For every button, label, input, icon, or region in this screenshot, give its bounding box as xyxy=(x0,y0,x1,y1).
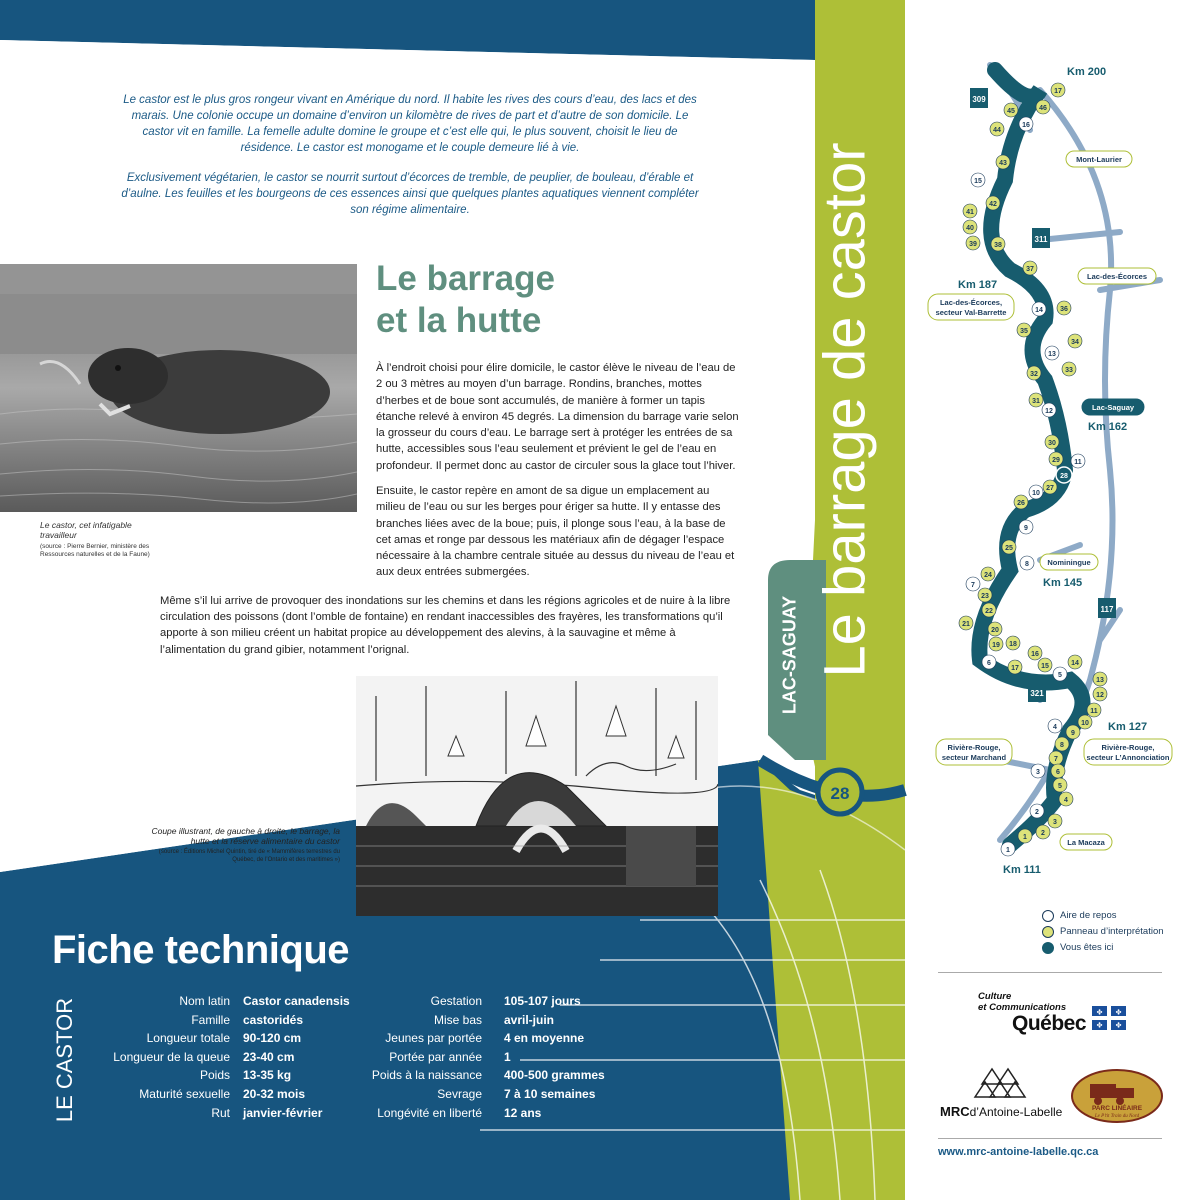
svg-text:26: 26 xyxy=(1017,500,1025,507)
route-shield: 117 xyxy=(1100,605,1114,614)
svg-text:14: 14 xyxy=(1035,307,1043,314)
svg-text:24: 24 xyxy=(984,572,992,579)
spec-value: 12 ans xyxy=(504,1105,542,1120)
spec-value: 4 en moyenne xyxy=(504,1031,585,1046)
route-shield: 309 xyxy=(972,95,986,104)
svg-text:27: 27 xyxy=(1046,485,1054,492)
culture-quebec-logo xyxy=(978,992,1148,1042)
logo-text: et Communications xyxy=(978,1001,1067,1013)
divider xyxy=(938,1138,1162,1139)
spec-value: Castor canadensis xyxy=(243,994,350,1008)
svg-text:17: 17 xyxy=(1011,665,1019,672)
illustration-caption xyxy=(140,826,340,864)
illustration-caption-source: (source : Éditions Michel Quintin, tiré de « Mammifères terrestres du Québec, de l’Ontario et des maritimes ») xyxy=(158,849,340,863)
spec-value: 400-500 grammes xyxy=(504,1068,605,1083)
svg-text:1: 1 xyxy=(1023,834,1027,841)
spec-value: 7 à 10 semaines xyxy=(504,1086,596,1101)
svg-text:30: 30 xyxy=(1048,440,1056,447)
svg-text:13: 13 xyxy=(1048,351,1056,358)
svg-text:7: 7 xyxy=(971,582,975,589)
section-title-line-1: Le barrage xyxy=(376,259,555,298)
legend-panel: Panneau d’interprétation xyxy=(1060,926,1164,937)
parc-lineaire-logo xyxy=(1070,1068,1164,1124)
svg-text:8: 8 xyxy=(1025,561,1029,568)
place-label: Lac-des-Écorces xyxy=(1086,272,1148,281)
route-shield: 321 xyxy=(1030,689,1044,698)
fiche-side-label: LE CASTOR xyxy=(52,997,77,1123)
legend-rest: Aire de repos xyxy=(1060,910,1117,921)
intro-text xyxy=(120,92,700,232)
svg-text:40: 40 xyxy=(966,225,974,232)
spec-value: 90-120 cm xyxy=(243,1031,302,1046)
spec-labels-left xyxy=(90,992,230,1122)
svg-text:13: 13 xyxy=(1096,677,1104,684)
body-column-wide xyxy=(160,483,740,670)
svg-text:34: 34 xyxy=(1071,339,1079,346)
svg-text:15: 15 xyxy=(974,178,982,185)
illustration-caption-title: Coupe illustrant, de gauche à droite, le barrage, la hutte et la réserve alimentaire du castor xyxy=(151,826,340,846)
place-label: Rivière-Rouge, xyxy=(947,743,1001,752)
quebec-flag-icon xyxy=(1092,1006,1126,1030)
spec-label: Sevrage xyxy=(437,1086,482,1101)
svg-text:18: 18 xyxy=(1009,641,1017,648)
svg-text:12: 12 xyxy=(1045,408,1053,415)
spec-value: 20-32 mois xyxy=(243,1086,306,1101)
place-label: Nominingue xyxy=(1047,558,1091,567)
spec-value: castoridés xyxy=(243,1012,304,1027)
svg-text:16: 16 xyxy=(1022,122,1030,129)
place-label: Mont-Laurier xyxy=(1076,155,1122,164)
svg-text:29: 29 xyxy=(1052,457,1060,464)
svg-text:3: 3 xyxy=(1053,819,1057,826)
body-paragraph-1: À l’endroit choisi pour élire domicile, le castor élève le niveau de l’eau de 2 ou 3 mètres au moyen d’un barrage. Rondins, branches, mottes d’herbes et de boue sont accumulés, de manière à former un tapis étanche relevé à environ 45 degrés. La dimension du barrage varie selon la grosseur du cours d’eau. Le barrage sert à protéger les entrées de sa hutte, accessibles sous l’eau seulement et prévient le gel de l’eau en profondeur. Il permet donc au castor de circuler sous la glace tout l’hiver. xyxy=(376,362,739,472)
current-location-marker: 28 xyxy=(1060,473,1068,480)
place-label: La Macaza xyxy=(1067,838,1105,847)
svg-text:31: 31 xyxy=(1032,398,1040,405)
svg-text:28: 28 xyxy=(830,784,850,803)
svg-text:37: 37 xyxy=(1026,266,1034,273)
spec-labels-right xyxy=(340,992,482,1122)
logo-text: PARC LINÉAIRE xyxy=(1091,1105,1143,1112)
svg-text:9: 9 xyxy=(1071,730,1075,737)
spec-values-right xyxy=(504,992,644,1122)
spec-label: Longueur de la queue xyxy=(113,1049,230,1064)
body-paragraph-3: Même s’il lui arrive de provoquer des inondations sur les chemins et dans les régions agricoles et de nuire à la libre circulation des poissons (dont l’omble de fontaine) en rendant inaccessibles des frayères, les transformations qu’il apporte à son milieu créent un habitat propice au développement des alevins, à la sauvagine et même à l’alimentation du grand gibier, notamment l’orignal. xyxy=(160,594,731,656)
svg-text:32: 32 xyxy=(1030,371,1038,378)
body-paragraph-2: Ensuite, le castor repère en amont de sa digue un emplacement au milieu de l’eau ou sur les berges pour ériger sa hutte. Il y entasse des branches liées avec de la boue; puis, il plonge sous l’eau, à la base de cet amas et ronge par dessous les matériaux afin de dégager l’espace nécessaire à la chambre centrale située au dessus du niveau de l’eau et aux deux entrées submergées. xyxy=(376,485,735,579)
spec-value: 23-40 cm xyxy=(243,1049,295,1064)
svg-text:35: 35 xyxy=(1020,328,1028,335)
svg-text:44: 44 xyxy=(993,127,1001,134)
logo-text: Culture xyxy=(978,991,1012,1002)
you-are-here-icon xyxy=(1042,942,1054,954)
svg-text:4: 4 xyxy=(1064,797,1068,804)
svg-text:✤: ✤ xyxy=(1115,1008,1122,1017)
place-label: Rivière-Rouge, xyxy=(1101,743,1155,752)
svg-text:12: 12 xyxy=(1096,692,1104,699)
km-label: Km 145 xyxy=(1043,577,1083,589)
svg-text:14: 14 xyxy=(1071,660,1079,667)
photo-caption-title: Le castor, cet infatigable travailleur xyxy=(40,520,132,540)
svg-text:5: 5 xyxy=(1058,672,1062,679)
spec-label: Jeunes par portée xyxy=(385,1031,482,1046)
svg-text:46: 46 xyxy=(1039,105,1047,112)
photo-caption-source: (source : Pierre Bernier, ministère des Ressources naturelles et de la Faune) xyxy=(40,543,150,558)
section-title xyxy=(376,258,716,342)
spec-value: 1 xyxy=(504,1049,511,1064)
logo-text: d’Antoine-Labelle xyxy=(969,1105,1063,1119)
svg-text:23: 23 xyxy=(981,593,989,600)
km-label: Km 187 xyxy=(958,279,998,291)
svg-text:5: 5 xyxy=(1058,783,1062,790)
svg-text:6: 6 xyxy=(987,660,991,667)
panel-number-badge xyxy=(818,770,862,814)
spec-label: Longévité en liberté xyxy=(377,1105,482,1120)
svg-text:4: 4 xyxy=(1053,724,1057,731)
legend-here: Vous êtes ici xyxy=(1060,942,1114,953)
location-tab: LAC-SAGUAY xyxy=(779,595,800,715)
svg-text:45: 45 xyxy=(1007,108,1015,115)
spec-value: 13-35 kg xyxy=(243,1068,292,1083)
svg-text:6: 6 xyxy=(1056,769,1060,776)
spec-label: Longueur totale xyxy=(146,1031,230,1046)
svg-text:16: 16 xyxy=(1031,651,1039,658)
svg-text:19: 19 xyxy=(992,642,1000,649)
svg-text:✤: ✤ xyxy=(1096,1008,1103,1017)
spec-label: Portée par année xyxy=(389,1049,482,1064)
spec-label: Mise bas xyxy=(433,1012,482,1027)
svg-text:21: 21 xyxy=(962,621,970,628)
legend-row xyxy=(1042,940,1164,956)
svg-text:2: 2 xyxy=(1035,809,1039,816)
spec-label: Nom latin xyxy=(179,994,230,1008)
svg-text:11: 11 xyxy=(1090,708,1098,715)
svg-text:10: 10 xyxy=(1032,490,1040,497)
svg-text:22: 22 xyxy=(985,608,993,615)
spec-label: Gestation xyxy=(430,994,482,1008)
website-url[interactable]: www.mrc-antoine-labelle.qc.ca xyxy=(938,1146,1099,1158)
place-label: Lac-Saguay xyxy=(1091,403,1135,412)
place-label: Lac-des-Écorces, xyxy=(939,298,1003,307)
km-label: Km 111 xyxy=(1003,864,1041,876)
svg-text:42: 42 xyxy=(989,201,997,208)
interpretation-panel-icon xyxy=(1042,926,1054,938)
photo-caption xyxy=(40,520,150,559)
intro-paragraph-1: Le castor est le plus gros rongeur vivant en Amérique du nord. Il habite les rives des cours d’eau, des lacs et des marais. Une colonie occupe un domaine d’environ un kilomètre de rives de part et d’autre de son domicile. Le castor vit en famille. La femelle adulte domine le groupe et c’est elle qui, le plus souvent, choisit le lieu de résidence. Le castor est monogame et le couple demeure lié à vie. xyxy=(123,94,697,154)
spec-label: Poids à la naissance xyxy=(371,1068,482,1083)
svg-text:33: 33 xyxy=(1065,367,1073,374)
svg-text:43: 43 xyxy=(999,160,1007,167)
mrc-mountains-icon xyxy=(970,1064,1030,1100)
svg-text:17: 17 xyxy=(1054,88,1062,95)
body-column-right xyxy=(376,360,742,486)
dam-lodge-illustration xyxy=(356,676,718,916)
svg-text:39: 39 xyxy=(969,241,977,248)
banner-title: Le barrage de castor xyxy=(812,142,878,678)
svg-text:11: 11 xyxy=(1074,459,1082,466)
place-label: secteur Marchand xyxy=(941,753,1007,762)
svg-text:15: 15 xyxy=(1041,663,1049,670)
svg-text:20: 20 xyxy=(991,627,999,634)
svg-text:✤: ✤ xyxy=(1096,1021,1103,1030)
spec-value: janvier-février xyxy=(243,1105,323,1120)
legend-row xyxy=(1042,924,1164,940)
rest-area-icon xyxy=(1042,910,1054,922)
mrc-logo xyxy=(940,1058,1063,1120)
section-title-line-2: et la hutte xyxy=(376,301,542,340)
route-shield: 311 xyxy=(1034,235,1048,244)
place-label: secteur Val-Barrette xyxy=(935,308,1007,317)
place-label: secteur L’Annonciation xyxy=(1086,753,1170,762)
spec-value: avril-juin xyxy=(504,1012,555,1027)
logo-text: Québec xyxy=(1012,1012,1087,1035)
intro-paragraph-2: Exclusivement végétarien, le castor se nourrit surtout d’écorces de tremble, de peuplier, de bouleau, d’érable et d’aulne. Les feuilles et les bourgeons de ces essences ainsi que quelques plantes aquatiques viennent compléter son régime alimentaire. xyxy=(121,172,699,216)
km-label: Km 127 xyxy=(1108,721,1148,733)
trail-map xyxy=(920,58,1180,878)
svg-text:1: 1 xyxy=(1006,847,1010,854)
svg-text:10: 10 xyxy=(1081,720,1089,727)
svg-text:3: 3 xyxy=(1036,769,1040,776)
spec-value: 105-107 jours xyxy=(504,994,581,1008)
spec-label: Poids xyxy=(199,1068,230,1083)
svg-text:✤: ✤ xyxy=(1115,1021,1122,1030)
legend-row xyxy=(1042,908,1164,924)
svg-text:41: 41 xyxy=(966,209,974,216)
svg-text:36: 36 xyxy=(1060,306,1068,313)
svg-text:8: 8 xyxy=(1060,742,1064,749)
svg-text:9: 9 xyxy=(1024,525,1028,532)
spec-label: Rut xyxy=(211,1105,230,1120)
logo-text: MRC xyxy=(940,1104,970,1119)
map-legend xyxy=(1042,908,1164,956)
spec-label: Famille xyxy=(191,1012,230,1027)
svg-text:38: 38 xyxy=(994,242,1002,249)
divider xyxy=(938,972,1162,973)
km-label: Km 162 xyxy=(1088,421,1128,433)
spec-label: Maturité sexuelle xyxy=(139,1086,230,1101)
svg-text:7: 7 xyxy=(1054,756,1058,763)
beaver-photo xyxy=(0,264,357,512)
logo-text: Le P’tit Train du Nord xyxy=(1094,1114,1140,1119)
fiche-title: Fiche technique xyxy=(52,928,349,972)
svg-text:25: 25 xyxy=(1005,545,1013,552)
svg-text:2: 2 xyxy=(1041,830,1045,837)
km-label: Km 200 xyxy=(1067,66,1107,78)
